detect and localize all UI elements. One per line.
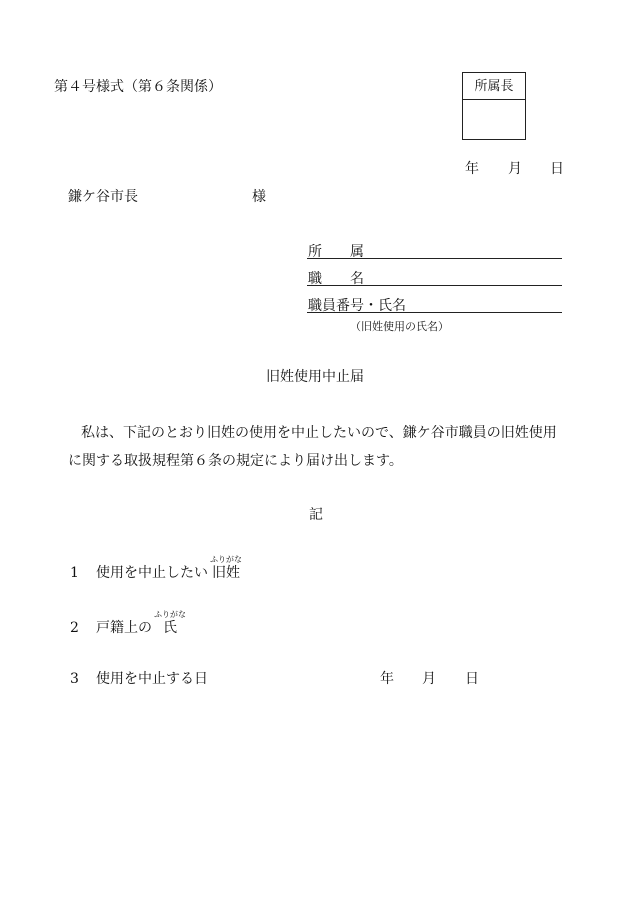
date-year: 年 — [465, 161, 479, 177]
date-day: 日 — [550, 161, 564, 177]
addressee-honorific: 様 — [252, 189, 266, 205]
item-3-month: 月 — [422, 671, 436, 687]
form-number: 第４号様式（第６条関係） — [54, 79, 222, 95]
affiliation-label: 所 属 — [308, 244, 364, 260]
item-3-year: 年 — [380, 671, 394, 687]
ki-heading: 記 — [309, 507, 323, 523]
id-name-underline — [307, 312, 562, 313]
item-1-ruby-base: 旧姓 — [212, 565, 240, 581]
stamp-box — [462, 72, 526, 140]
affiliation-underline — [307, 258, 562, 259]
item-1-number: 1 — [70, 565, 79, 581]
item-2-label: 戸籍上の — [96, 620, 152, 636]
stamp-label: 所属長 — [463, 73, 525, 100]
id-name-label: 職員番号・氏名 — [308, 298, 406, 314]
item-3-number: 3 — [70, 671, 79, 687]
body-line-1: 私は、下記のとおり旧姓の使用を中止したいので、鎌ケ谷市職員の旧姓使用 — [81, 425, 557, 441]
body-line-2: に関する取扱規程第６条の規定により届け出します。 — [68, 453, 403, 469]
addressee-name: 鎌ケ谷市長 — [68, 189, 138, 205]
name-note: （旧姓使用の氏名） — [350, 320, 449, 333]
item-3-day: 日 — [465, 671, 479, 687]
position-label: 職 名 — [308, 271, 364, 287]
date-month: 月 — [508, 161, 522, 177]
item-1-ruby: ふりがな — [210, 555, 242, 564]
document-title: 旧姓使用中止届 — [266, 369, 364, 385]
item-1-label: 使用を中止したい — [96, 565, 208, 581]
item-2-ruby: ふりがな — [154, 610, 186, 619]
position-underline — [307, 285, 562, 286]
item-3-label: 使用を中止する日 — [96, 671, 208, 687]
item-2-ruby-base: 氏 — [163, 620, 177, 636]
item-2-number: 2 — [70, 620, 79, 636]
